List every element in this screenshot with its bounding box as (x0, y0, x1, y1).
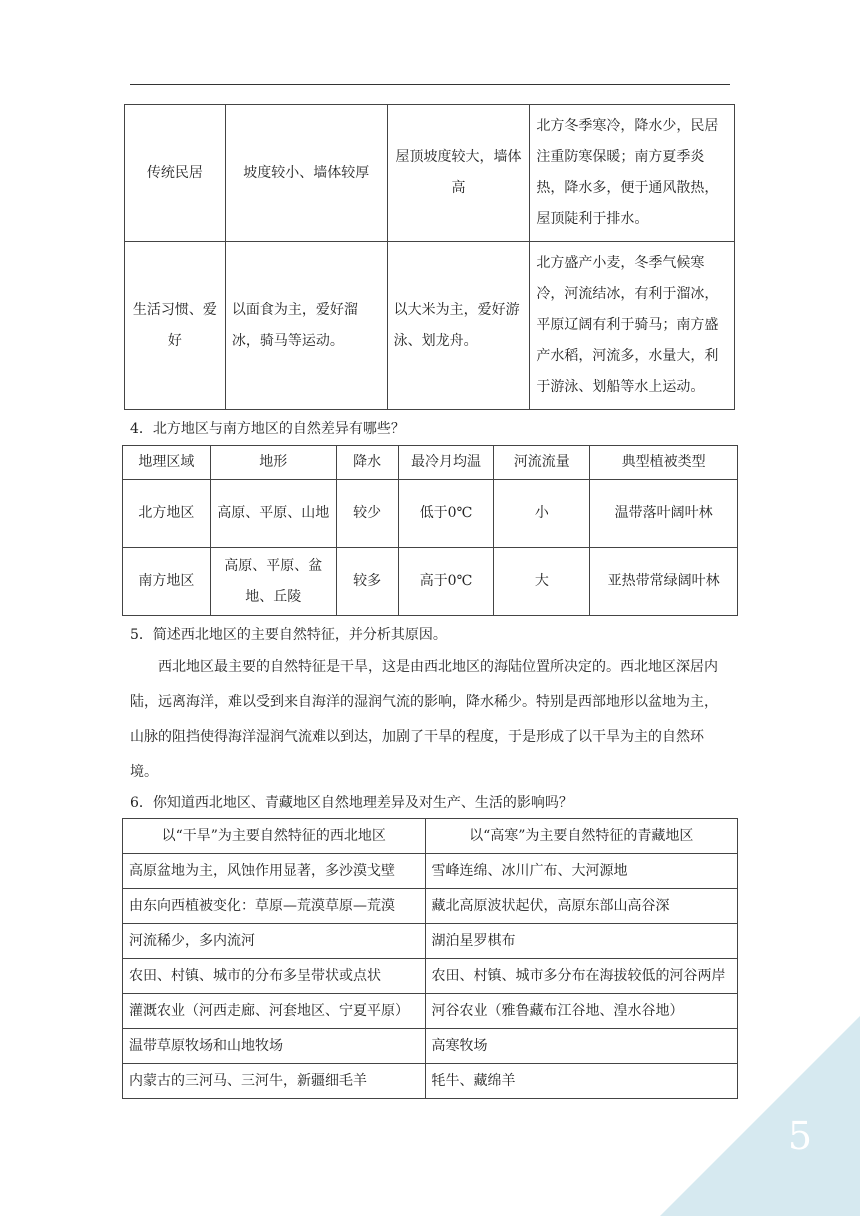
table-cell: 屋顶坡度较大，墙体高 (387, 105, 530, 242)
table-cell: 以面食为主，爱好溜冰，骑马等运动。 (225, 242, 387, 410)
table-cell: 低于0℃ (398, 480, 494, 548)
table-cell: 高原盆地为主，风蚀作用显著，多沙漠戈壁 (123, 854, 426, 889)
table-cell: 高原、平原、山地 (210, 480, 336, 548)
table-cell: 北方地区 (123, 480, 211, 548)
table-row (125, 242, 735, 410)
table-cell: 灌溉农业（河西走廊、河套地区、宁夏平原） (123, 994, 426, 1029)
question-4-heading: 4．北方地区与南方地区的自然差异有哪些？ (130, 421, 405, 437)
table-cell: 亚热带常绿阔叶林 (590, 548, 738, 616)
table-row (123, 854, 738, 889)
table-cell: 生活习惯、爱好 (125, 242, 226, 410)
table-cell: 传统民居 (125, 105, 226, 242)
table-cell: 大 (494, 548, 590, 616)
table-cell: 较少 (336, 480, 398, 548)
table-cell: 农田、村镇、城市多分布在海拔较低的河谷两岸 (425, 959, 738, 994)
corner-decoration (620, 976, 860, 1216)
table-row (123, 889, 738, 924)
column-header: 降水 (336, 446, 398, 480)
table-cell: 温带落叶阔叶林 (590, 480, 738, 548)
corner-triangle (660, 1016, 860, 1216)
column-header: 最冷月均温 (398, 446, 494, 480)
header-rule (130, 84, 730, 85)
column-header: 地形 (210, 446, 336, 480)
table-cell: 高寒牧场 (425, 1029, 738, 1064)
table-cell: 北方冬季寒冷，降水少，民居注重防寒保暖；南方夏季炎热，降水多，便于通风散热，屋顶陡利于排水。 (530, 105, 735, 242)
table-cell: 高原、平原、盆地、丘陵 (210, 548, 336, 616)
question-5-answer (130, 650, 730, 790)
table-row (123, 480, 738, 548)
table-cell: 藏北高原波状起伏，高原东部山高谷深 (425, 889, 738, 924)
table-cell: 河流稀少，多内流河 (123, 924, 426, 959)
table-cell: 以大米为主，爱好游泳、划龙舟。 (387, 242, 530, 410)
table-cell: 内蒙古的三河马、三河牛，新疆细毛羊 (123, 1064, 426, 1099)
table-cell: 湖泊星罗棋布 (425, 924, 738, 959)
table-cell: 较多 (336, 548, 398, 616)
table-cell: 坡度较小、墙体较厚 (225, 105, 387, 242)
table-cell: 北方盛产小麦，冬季气候寒冷，河流结冰，有利于溜冰，平原辽阔有利于骑马；南方盛产水稻，河流多，水量大，利于游泳、划船等水上运动。 (530, 242, 735, 410)
column-header: 以“干旱”为主要自然特征的西北地区 (123, 819, 426, 854)
column-header: 典型植被类型 (590, 446, 738, 480)
table-cell: 由东向西植被变化：草原—荒漠草原—荒漠 (123, 889, 426, 924)
page-number: 5 (787, 1114, 812, 1158)
column-header: 以“高寒”为主要自然特征的青藏地区 (425, 819, 738, 854)
question-6-heading: 6．你知道西北地区、青藏地区自然地理差异及对生产、生活的影响吗？ (130, 795, 573, 811)
table-cell: 牦牛、藏绵羊 (425, 1064, 738, 1099)
table-row (123, 924, 738, 959)
answer-text: 西北地区最主要的自然特征是干旱，这是由西北地区的海陆位置所决定的。西北地区深居内陆，远离海洋，难以受到来自海洋的湿润气流的影响，降水稀少。特别是西部地形以盆地为主，山脉的阻挡使得海洋湿润气流难以到达，加剧了干旱的程度，于是形成了以干旱为主的自然环境。 (130, 659, 718, 780)
table-cell: 南方地区 (123, 548, 211, 616)
column-header: 地理区域 (123, 446, 211, 480)
table-row (125, 105, 735, 242)
table-cell: 农田、村镇、城市的分布多呈带状或点状 (123, 959, 426, 994)
north-south-nature-table (122, 445, 738, 616)
table-header-row (123, 819, 738, 854)
table-header-row (123, 446, 738, 480)
table-cell: 小 (494, 480, 590, 548)
table-row (123, 548, 738, 616)
table-cell: 高于0℃ (398, 548, 494, 616)
table-cell: 河谷农业（雅鲁藏布江谷地、湟水谷地） (425, 994, 738, 1029)
table-cell: 温带草原牧场和山地牧场 (123, 1029, 426, 1064)
column-header: 河流流量 (494, 446, 590, 480)
table-cell: 雪峰连绵、冰川广布、大河源地 (425, 854, 738, 889)
north-south-life-table (124, 104, 735, 410)
question-5-heading: 5．简述西北地区的主要自然特征，并分析其原因。 (130, 627, 447, 643)
